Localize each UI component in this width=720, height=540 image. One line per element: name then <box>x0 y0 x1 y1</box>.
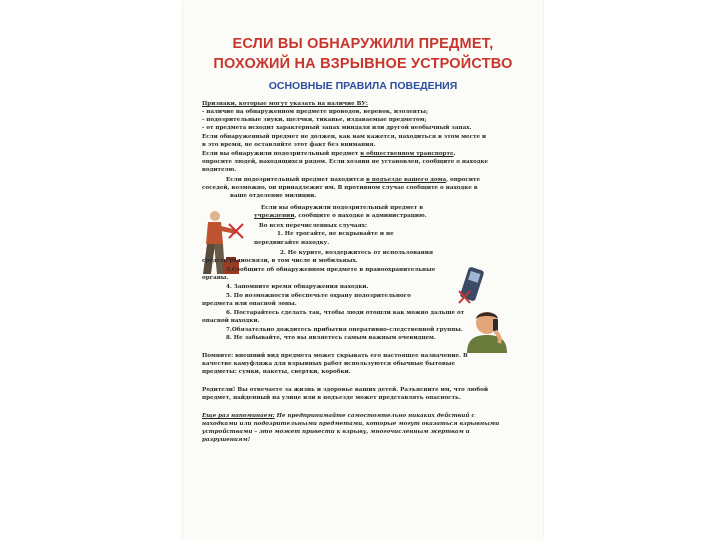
rule-1-line-1: 1. Не трогайте, не вскрывайте и не <box>277 231 394 237</box>
home-line-3: ваше отделение милиции. <box>230 193 317 199</box>
poster-subtitle: ОСНОВНЫЕ ПРАВИЛА ПОВЕДЕНИЯ <box>268 80 458 92</box>
rule-3-line-2: органы. <box>202 275 229 281</box>
signs-item-2: - подозрительные звуки, щелчки, тиканье, издаваемые предметом; <box>202 117 427 123</box>
rule-1-line-2: передвигайте находку. <box>254 240 330 246</box>
rule-5-line-1: 5. По возможности обеспечьте охрану подозрительного <box>226 293 411 299</box>
institution-line-1: Если вы обнаружили подозрительный предмет в <box>261 205 424 211</box>
poster-title-line2: ПОХОЖИЙ НА ВЗРЫВНОЕ УСТРОЙСТВО <box>213 56 513 72</box>
signs-item-1: - наличие на обнаруженном предмете проводов, веревок, изоленты; <box>202 109 429 115</box>
man-calling-illustration <box>465 305 509 353</box>
reminder-lead: Еще раз напоминаем: <box>202 413 275 419</box>
rule-2-line-2: средств радиосвязи, в том числе и мобильных. <box>202 258 358 264</box>
transport-keyword: в общественном транспорте <box>360 151 454 157</box>
home-keyword: в подъезде вашего дома <box>365 177 447 183</box>
institution-keyword: учреждении <box>254 213 295 219</box>
remember-line-3: предметы: сумки, пакеты, свертки, коробки. <box>202 369 351 375</box>
parents-line-1: Родители! Вы отвечаете за жизнь и здоровье ваших детей. Разъясните им, что любой <box>202 387 489 393</box>
signs-item-3: - от предмета исходит характерный запах миндаля или другой необычный запах. <box>202 125 472 131</box>
reminder-line-1: Еще раз напоминаем: Не предпринимайте самостоятельно никаких действий с <box>202 413 475 419</box>
institution-line-2: учреждении, сообщите о находке в администрацию. <box>254 213 427 219</box>
transport-line-4: опросите людей, находящихся рядом. Если хозяин не установлен, сообщите о находке <box>202 159 489 165</box>
reminder-line-2: находками или подозрительными предметами, которые могут оказаться взрывными <box>202 421 500 427</box>
rule-6-line-1: 6. Постарайтесь сделать так, чтобы люди отошли как можно дальше от <box>226 310 465 316</box>
reminder-line-4: разрушениям! <box>202 437 251 443</box>
reminder-line-3: устройствами – это может привести к взрыву, многочисленным жертвам и <box>202 429 470 435</box>
rules-heading: Во всех перечисленных случаях: <box>259 223 368 229</box>
rule-5-line-2: предмета или опасной зоны. <box>202 301 297 307</box>
transport-line-5: водителю. <box>202 167 237 173</box>
signs-heading: Признаки, которые могут указать на наличие ВУ: <box>202 101 368 107</box>
home-line-1: Если подозрительный предмет находится в подъезде вашего дома, опросите <box>226 177 481 183</box>
rule-7: 7.Обязательно дождитесь прибытия оперативно-следственной группы. <box>226 327 463 333</box>
poster-title-line1: ЕСЛИ ВЫ ОБНАРУЖИЛИ ПРЕДМЕТ, <box>232 36 494 52</box>
transport-line-2: в это время, не оставляйте этот факт без внимания. <box>202 142 376 148</box>
rule-3-line-1: 3.Сообщите об обнаруженном предмете в правоохранительные <box>226 267 436 273</box>
rule-4: 4. Запомните время обнаружения находки. <box>226 284 369 290</box>
transport-line-1: Если обнаруженный предмет не должен, как вам кажется, находиться в этом месте и <box>202 134 487 140</box>
remember-line-1: Помните: внешний вид предмета может скрывать его настоящее назначение. В <box>202 353 468 359</box>
parents-line-2: предмет, найденный на улице или в подъезде может представлять опасность. <box>202 395 461 401</box>
mobile-phone-illustration <box>456 265 490 305</box>
home-line-2: соседей, возможно, он принадлежит им. В противном случае сообщите о находке в <box>202 185 478 191</box>
rule-2-line-1: 2. Не курите, воздержитесь от использования <box>280 250 433 256</box>
transport-line-3: Если вы обнаружили подозрительный предмет в общественном транспорте, <box>202 151 456 157</box>
poster-sheet <box>183 0 543 540</box>
rule-6-line-2: опасной находки. <box>202 318 260 324</box>
remember-line-2: качестве камуфляжа для взрывных работ используются обычные бытовые <box>202 361 455 367</box>
rule-8: 8. Не забывайте, что вы являетесь самым важным очевидцем. <box>226 335 436 341</box>
